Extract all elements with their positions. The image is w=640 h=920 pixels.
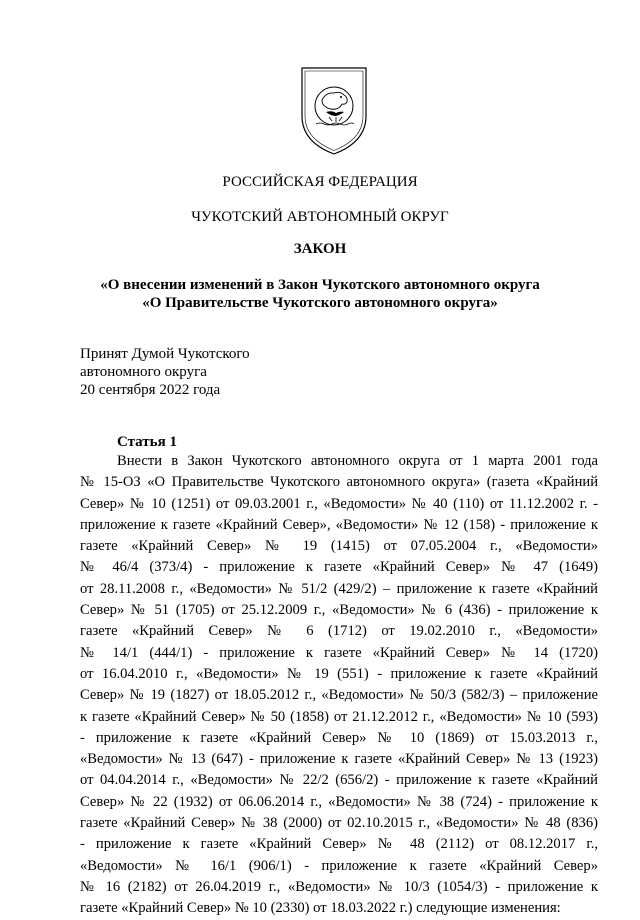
article-text-line: Север» № 22 (1932) от 06.06.2014 г., «Ведомости» № 38 (724) - приложение к — [80, 793, 598, 810]
article-text-line: к газете «Крайний Север» № 50 (1858) от 21.12.2012 г., «Ведомости» № 10 (593) — [80, 708, 598, 725]
article-text-line: № 46/4 (373/4) - приложение к газете «Крайний Север» № 47 (1649) — [80, 559, 598, 576]
article-text-line: газете «Крайний Север» № 38 (2000) от 02.10.2015 г., «Ведомости» № 48 (836) — [80, 815, 598, 832]
article-text-line: № 14/1 (444/1) - приложение к газете «Крайний Север» № 14 (1720) — [80, 644, 598, 661]
adoption-line: Принят Думой Чукотского — [80, 346, 250, 362]
okrug-heading: ЧУКОТСКИЙ АВТОНОМНЫЙ ОКРУГ — [191, 209, 449, 225]
article-text-line: газете «Крайний Север» № 19 (1415) от 07.05.2004 г., «Ведомости» — [80, 538, 598, 555]
article-text-line: № 16 (2182) от 26.04.2019 г., «Ведомости» № 10/3 (1054/3) - приложение к — [80, 878, 598, 895]
article-text-line: от 28.11.2008 г., «Ведомости» № 51/2 (429/2) – приложение к газете «Крайний — [80, 580, 598, 597]
article-text-line: № 15-ОЗ «О Правительстве Чукотского автономного округа» (газета «Крайний — [80, 474, 598, 491]
article-text-line: «Ведомости» № 13 (647) - приложение к газете «Крайний Север» № 13 (1923) — [80, 751, 598, 768]
adoption-info — [80, 345, 250, 399]
document-type-heading: ЗАКОН — [293, 241, 347, 257]
coat-of-arms-emblem — [296, 64, 372, 158]
article-text-line: от 04.04.2014 г., «Ведомости» № 22/2 (656/2) - приложение к газете «Крайний — [80, 772, 598, 789]
federation-heading: РОССИЙСКАЯ ФЕДЕРАЦИЯ — [222, 174, 418, 190]
article-text-line: - приложение к газете «Крайний Север» № 48 (2112) от 08.12.2017 г., — [80, 836, 598, 853]
law-title-line: «О внесении изменений в Закон Чукотского автономного округа — [100, 277, 540, 293]
article-heading: Статья 1 — [117, 434, 177, 450]
article-text-line: приложение к газете «Крайний Север», «Ведомости» № 12 (158) - приложение к — [80, 516, 598, 533]
article-text-line: Север» № 51 (1705) от 25.12.2009 г., «Ведомости» № 6 (436) - приложение к — [80, 602, 598, 619]
adoption-date: 20 сентября 2022 года — [80, 382, 221, 398]
article-text-line: газете «Крайний Север» № 10 (2330) от 18.03.2022 г.) следующие изменения: — [80, 900, 561, 917]
article-text-line: от 16.04.2010 г., «Ведомости» № 19 (551) - приложение к газете «Крайний — [80, 665, 598, 682]
article-text-line: Север» № 19 (1827) от 18.05.2012 г., «Ведомости» № 50/3 (582/3) – приложение — [80, 687, 598, 704]
law-title-line: «О Правительстве Чукотского автономного округа» — [142, 295, 498, 311]
adoption-line: автономного округа — [80, 364, 207, 380]
article-text-line: «Ведомости» № 16/1 (906/1) - приложение к газете «Крайний Север» — [80, 857, 598, 874]
article-text-line: Внести в Закон Чукотского автономного округа от 1 марта 2001 года — [117, 453, 598, 469]
article-text-line: газете «Крайний Север» № 6 (1712) от 19.02.2010 г., «Ведомости» — [80, 623, 598, 640]
article-text-line: Север» № 10 (1251) от 09.03.2001 г., «Ведомости» № 40 (110) от 11.12.2002 г. - — [80, 495, 598, 512]
law-title — [0, 276, 640, 312]
article-body — [80, 451, 598, 920]
article-text-line: - приложение к газете «Крайний Север» № 10 (1869) от 15.03.2013 г., — [80, 729, 598, 746]
